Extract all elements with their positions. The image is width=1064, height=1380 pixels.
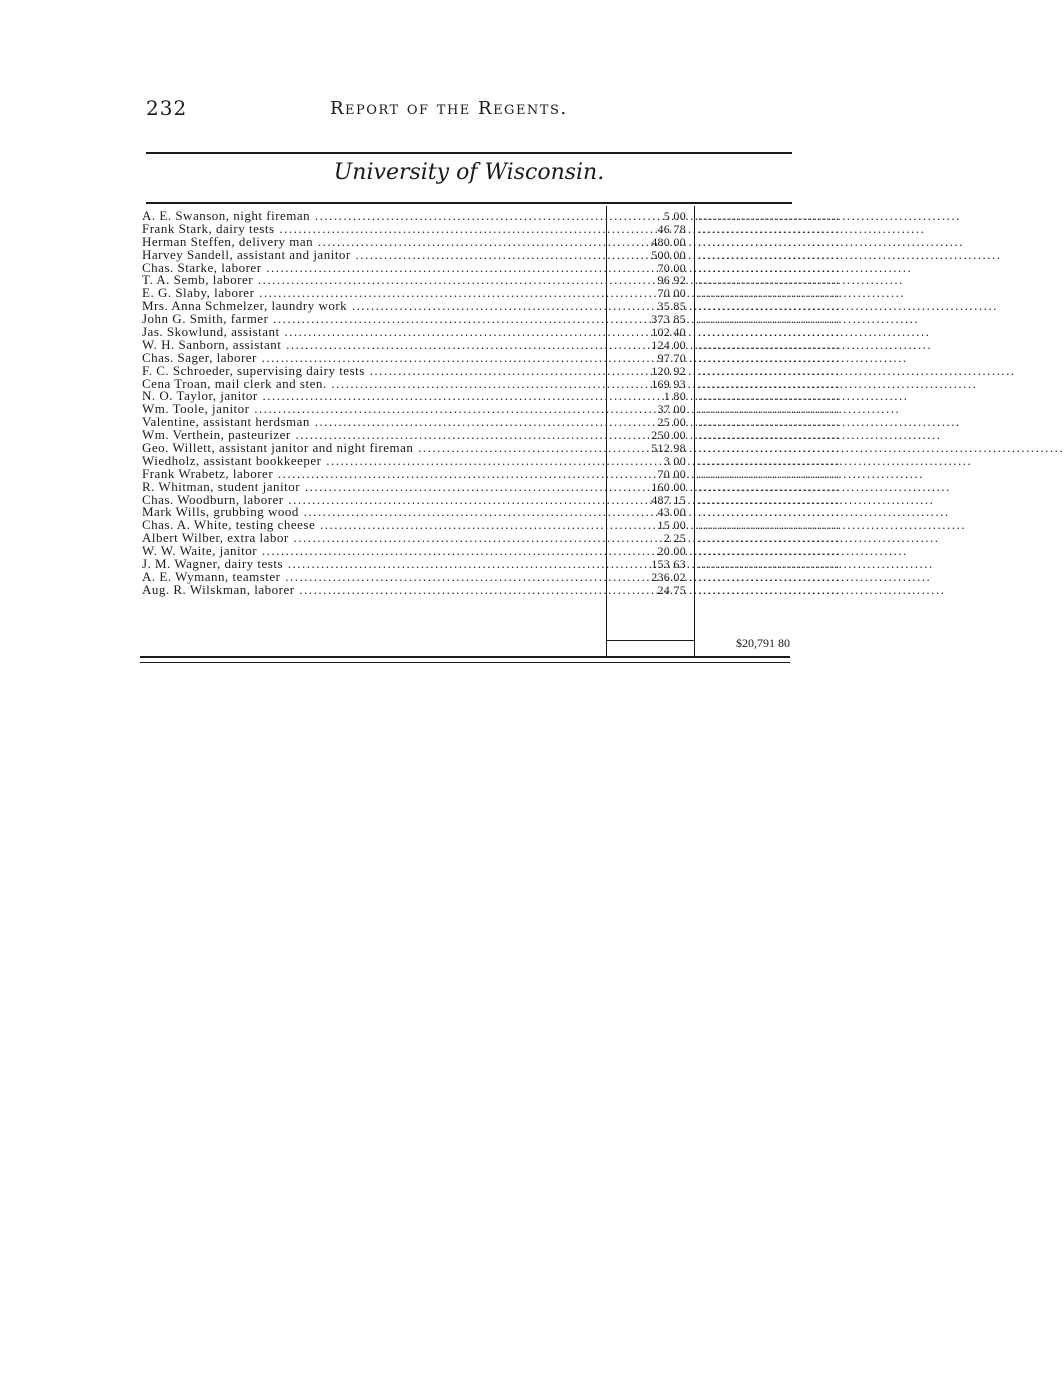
- leader-dots: ..............................: [698, 298, 841, 314]
- leader-dots: ..............................: [698, 388, 841, 404]
- entry-name: A. E. Wymann, teamster .....: [142, 571, 604, 584]
- entry-amount: 120 92: [651, 363, 686, 378]
- entry-amount: 373 85: [651, 312, 686, 327]
- entry-name: Harvey Sandell, assistant and janitor .....: [142, 249, 604, 262]
- entry-amount: 160 00: [651, 479, 686, 494]
- leader-dots: ..............................: [698, 336, 841, 352]
- entry-name: E. G. Slaby, laborer .....: [142, 287, 604, 300]
- entry-name: N. O. Taylor, janitor .....: [142, 390, 604, 403]
- bottom-rule: [140, 662, 790, 663]
- entry-amount: 46 78: [657, 221, 686, 236]
- entry-name: Geo. Willett, assistant janitor and night fireman .....: [142, 442, 604, 455]
- entry-name: Valentine, assistant herdsman .....: [142, 416, 604, 429]
- entry-name: Mark Wills, grubbing wood .....: [142, 506, 604, 519]
- leader-dots: ..............................: [698, 324, 841, 340]
- top-rule: [146, 152, 792, 154]
- bottom-rule: [140, 656, 790, 658]
- running-head: Report of the Regents.: [330, 98, 568, 119]
- entry-amount: 70 00: [657, 286, 686, 301]
- leader-dots: ..............................: [698, 362, 841, 378]
- leader-dots: ..............................: [698, 465, 841, 481]
- entry-amount: 512 98: [651, 441, 686, 456]
- entry-name: Frank Wrabetz, laborer .....: [142, 468, 604, 481]
- entry-name: Mrs. Anna Schmelzer, laundry work .....: [142, 300, 604, 313]
- entry-amount: 15 00: [657, 518, 686, 533]
- entry-amount: 35 85: [657, 299, 686, 314]
- leader-dots: ..............................: [698, 208, 841, 223]
- entry-amount: 487 15: [651, 492, 686, 507]
- entry-name: John G. Smith, farmer .....: [142, 313, 604, 326]
- entry-name: Wm. Toole, janitor .....: [142, 403, 604, 416]
- entry-amount: 24 75: [657, 582, 686, 597]
- leader-dots: ..............................: [698, 504, 841, 520]
- leader-dots: ..............................: [698, 427, 841, 443]
- entry-name: Herman Steffen, delivery man .....: [142, 236, 604, 249]
- entry-name: Albert Wilber, extra labor .....: [142, 532, 604, 545]
- entry-name: J. M. Wagner, dairy tests .....: [142, 558, 604, 571]
- entry-amount: 25 00: [657, 415, 686, 430]
- page-header: [146, 96, 794, 126]
- entry-name: A. E. Swanson, night fireman .....: [142, 210, 604, 223]
- entry-amount: 70 00: [657, 260, 686, 275]
- entry-name: Chas. Sager, laborer .....: [142, 352, 604, 365]
- entry-name: Frank Stark, dairy tests .....: [142, 223, 604, 236]
- entry-name: Cena Troan, mail clerk and sten. .....: [142, 378, 604, 391]
- entry-name: Wm. Verthein, pasteurizer .....: [142, 429, 604, 442]
- leader-dots: ..............................: [698, 556, 841, 572]
- leader-dots: ..............................: [698, 414, 841, 430]
- entry-amount: 3 00: [663, 453, 686, 468]
- section-title: University of Wisconsin.: [333, 160, 605, 185]
- leader-dots: ..............................: [698, 478, 841, 494]
- entry-name: F. C. Schroeder, supervising dairy tests .....: [142, 365, 604, 378]
- entry-name: T. A. Semb, laborer .....: [142, 274, 604, 287]
- leader-dots: ..............................: [698, 543, 841, 559]
- entry-amount: 2 25: [663, 531, 686, 546]
- entry-amount: 37 00: [657, 402, 686, 417]
- entry-name: Chas. Starke, laborer .....: [142, 262, 604, 275]
- entry-name: W. W. Waite, janitor .....: [142, 545, 604, 558]
- leader-dots: ..............................: [698, 259, 841, 275]
- entry-amount: 124 00: [651, 337, 686, 352]
- leader-dots: ..............................: [698, 491, 841, 507]
- leader-dots: ..............................: [698, 452, 841, 468]
- entry-amount: 96 92: [657, 273, 686, 288]
- leader-dots: ..............................: [698, 246, 841, 262]
- entry-name: Jas. Skowlund, assistant .....: [142, 326, 604, 339]
- entry-name: Wiedholz, assistant bookkeeper .....: [142, 455, 604, 468]
- ledger-row: [142, 581, 841, 597]
- leader-dots: ..............................: [698, 568, 841, 584]
- leader-dots: ..............................: [698, 581, 841, 597]
- leader-dots: ..............................: [698, 311, 841, 327]
- entry-amount: 480 00: [651, 234, 686, 249]
- entry-name: Chas. A. White, testing cheese .....: [142, 519, 604, 532]
- entry-amount: 5 00: [663, 209, 686, 223]
- entry-name: W. H. Sanborn, assistant .....: [142, 339, 604, 352]
- leader-dots: ..............................: [698, 440, 841, 456]
- leader-dots: ..............................: [698, 349, 841, 365]
- leader-dots: ..............................: [698, 530, 841, 546]
- sum-rule: [606, 640, 694, 641]
- title-rule: [146, 202, 792, 204]
- entry-amount: 70 00: [657, 466, 686, 481]
- leader-dots: ..............................: [698, 401, 841, 417]
- entry-amount: 102 40: [651, 325, 686, 340]
- leader-dots: ..............................: [698, 233, 841, 249]
- entry-amount: 500 00: [651, 247, 686, 262]
- entry-amount: 153 63: [651, 557, 686, 572]
- entry-amount: 1 80: [663, 389, 686, 404]
- entry-name: Chas. Woodburn, laborer .....: [142, 494, 604, 507]
- ledger-table: [142, 208, 841, 597]
- entry-name: R. Whitman, student janitor .....: [142, 481, 604, 494]
- page-number: 232: [146, 96, 188, 120]
- leader-dots: ..............................: [698, 220, 841, 236]
- leader-dots: ..............................: [698, 272, 841, 288]
- leader-dots: ..............................: [698, 285, 841, 301]
- entry-amount: 169 93: [651, 376, 686, 391]
- entry-amount: 20 00: [657, 544, 686, 559]
- entry-amount: 250 00: [651, 428, 686, 443]
- entry-amount: 236 02: [651, 569, 686, 584]
- entry-amount: 43 00: [657, 505, 686, 520]
- leader-dots: ..............................: [698, 375, 841, 391]
- entry-name: Aug. R. Wilskman, laborer .....: [142, 584, 604, 597]
- entry-amount: 97 70: [657, 350, 686, 365]
- leader-dots: ..............................: [698, 517, 841, 533]
- ledger-total: $20,791 80: [736, 636, 790, 650]
